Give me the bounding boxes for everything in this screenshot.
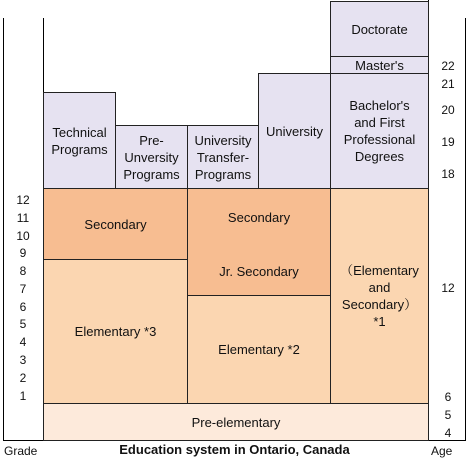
grade-label: 6 — [19, 300, 27, 314]
elementary-2-block: Elementary *2 — [187, 295, 331, 404]
university-transfer-programs-block: University Transfer- Programs — [187, 125, 259, 189]
grade-label: 8 — [19, 264, 27, 278]
secondary-middle-block — [187, 188, 331, 296]
age-label: 12 — [441, 281, 455, 295]
grade-label: 7 — [19, 282, 27, 296]
left-edge-line — [3, 18, 4, 441]
age-label: 22 — [441, 59, 455, 73]
bachelors-block: Bachelor's and First Professional Degrees — [330, 73, 429, 189]
secondary-middle-label: Secondary — [227, 210, 291, 225]
age-label: 6 — [444, 390, 452, 404]
grade-label: 3 — [19, 353, 27, 367]
grade-label: 11 — [16, 211, 30, 225]
masters-block: Master's — [330, 56, 429, 74]
grade-label: 9 — [19, 246, 27, 260]
grade-label: 4 — [19, 335, 27, 349]
elementary-3-block: Elementary *3 — [43, 259, 188, 404]
age-label: 18 — [441, 167, 455, 181]
pre-university-programs-block: Pre- Unversity Programs — [115, 125, 188, 189]
university-block: University — [258, 73, 331, 189]
age-axis-title: Age — [431, 444, 453, 458]
age-label: 21 — [441, 77, 455, 91]
secondary-left-block: Secondary — [43, 188, 188, 260]
age-label: 19 — [441, 135, 455, 149]
diagram-title: Education system in Ontario, Canada — [119, 442, 350, 457]
elementary-and-secondary-block: （Elementary and Secondary） *1 — [330, 188, 429, 404]
grade-label: 10 — [16, 229, 30, 243]
right-edge-line — [465, 18, 466, 441]
technical-programs-block: Technical Programs — [43, 92, 116, 189]
grade-label: 1 — [19, 389, 27, 403]
grade-axis-title: Grade — [4, 444, 38, 458]
age-label: 4 — [444, 426, 452, 440]
age-label: 20 — [441, 103, 455, 117]
doctorate-block: Doctorate — [330, 1, 429, 57]
jr-secondary-label: Jr. Secondary — [219, 264, 299, 279]
age-label: 5 — [444, 408, 452, 422]
grade-label: 12 — [16, 193, 30, 207]
grade-label: 2 — [19, 371, 27, 385]
pre-elementary-block: Pre-elementary — [43, 403, 429, 441]
grade-label: 5 — [19, 317, 27, 331]
